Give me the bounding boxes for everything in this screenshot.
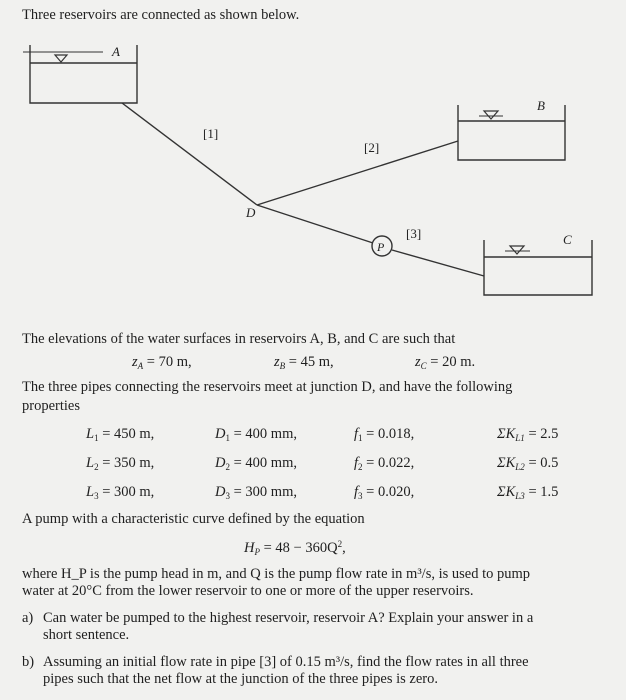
junction-label: D bbox=[246, 205, 256, 220]
pipe-1-label: [1] bbox=[203, 126, 219, 141]
pipe-1-friction: $f_1 = 0.018$, bbox=[354, 426, 415, 443]
reservoir-a-label: A bbox=[112, 44, 120, 59]
pipe-1-minor-loss: $\Sigma K_{L1} = 2.5$ bbox=[497, 426, 559, 443]
pump-label: P bbox=[377, 240, 385, 254]
pipe-3-label: [3] bbox=[406, 226, 422, 241]
pipe-3a bbox=[257, 205, 373, 243]
pipe-2-minor-loss: $\Sigma K_{L2} = 0.5$ bbox=[497, 455, 559, 472]
question-a-label: a) bbox=[22, 610, 34, 626]
pipe-2-friction: $f_2 = 0.022$, bbox=[354, 455, 415, 472]
elevation-zB: $z_B = 45$ m, bbox=[274, 354, 334, 371]
reservoir-c-label: C bbox=[563, 232, 572, 247]
pipe-2-diameter: $D_2 = 400$ mm, bbox=[215, 455, 297, 472]
reservoir-c bbox=[484, 240, 592, 295]
pipe-3-length: $L_3 = 300$ m, bbox=[86, 484, 155, 501]
pipe-2-label: [2] bbox=[364, 140, 380, 155]
pipe-1-length: $L_1 = 450$ m, bbox=[86, 426, 155, 443]
pump-where-line2: water at 20°C from the lower reservoir to one or more of the upper reservoirs. bbox=[22, 583, 474, 599]
elevation-zC: $z_C = 20$ m. bbox=[415, 354, 476, 371]
question-b-line2: pipes such that the net flow at the junction of the three pipes is zero. bbox=[43, 671, 439, 687]
question-b-line1: Assuming an initial flow rate in pipe [3] of 0.15 m³/s, find the flow rates in all three bbox=[43, 654, 529, 670]
intro-text: Three reservoirs are connected as shown below. bbox=[22, 7, 300, 23]
pipe-1 bbox=[122, 103, 257, 205]
pipe-1-diameter: $D_1 = 400$ mm, bbox=[215, 426, 297, 443]
reservoir-diagram bbox=[0, 0, 626, 320]
elevation-zA: $z_A = 70$ m, bbox=[132, 354, 192, 371]
pump-where-line1: where H_P is the pump head in m, and Q is the pump flow rate in m³/s, is used to pump bbox=[22, 566, 531, 582]
reservoir-b-label: B bbox=[537, 98, 545, 113]
pipe-3-minor-loss: $\Sigma K_{L3} = 1.5$ bbox=[497, 484, 559, 501]
question-b-label: b) bbox=[22, 654, 35, 670]
pipes-intro-line1: The three pipes connecting the reservoirs meet at junction D, and have the following bbox=[22, 379, 513, 395]
question-a-line1: Can water be pumped to the highest reservoir, reservoir A? Explain your answer in a bbox=[43, 610, 534, 626]
elevations-intro: The elevations of the water surfaces in reservoirs A, B, and C are such that bbox=[22, 331, 456, 347]
pipe-3-friction: $f_3 = 0.020$, bbox=[354, 484, 415, 501]
pipes-intro-line2: properties bbox=[22, 398, 80, 414]
reservoir-b bbox=[458, 105, 565, 160]
pipe-3-diameter: $D_3 = 300$ mm, bbox=[215, 484, 297, 501]
pump-intro: A pump with a characteristic curve defined by the equation bbox=[22, 511, 365, 527]
pipe-2-length: $L_2 = 350$ m, bbox=[86, 455, 155, 472]
pipe-2 bbox=[257, 141, 458, 205]
pump-equation: $H_P = 48 - 360Q^2$, bbox=[244, 539, 346, 557]
question-a-line2: short sentence. bbox=[43, 627, 130, 643]
pipe-3b bbox=[392, 250, 484, 276]
